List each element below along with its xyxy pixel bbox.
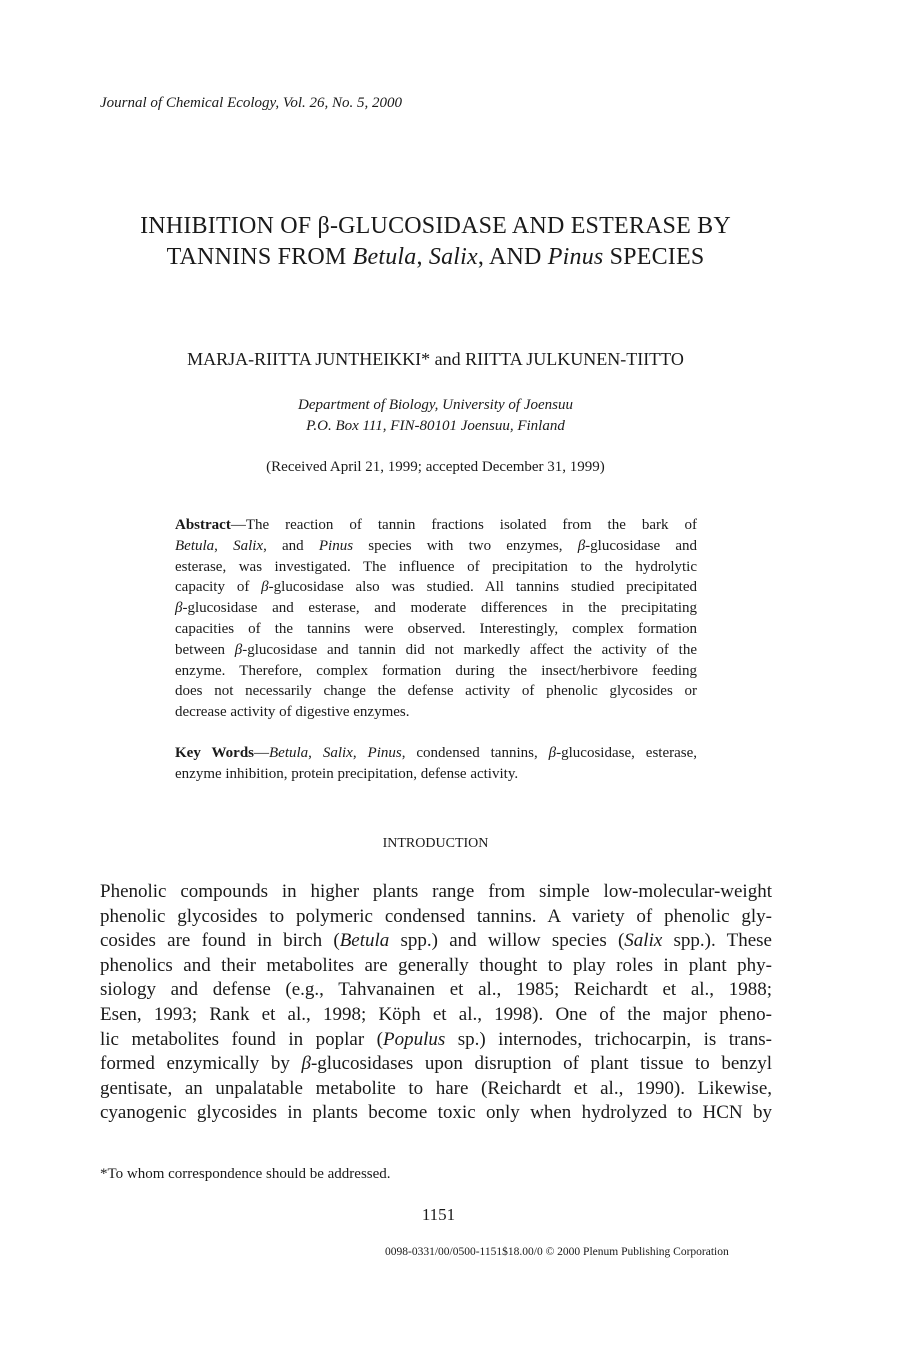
- keywords-line: enzyme inhibition, protein precipitation, defense activity.: [175, 766, 519, 782]
- title-separator: ,: [416, 244, 429, 270]
- body-line: gentisate, an unpalatable metabolite to hare (Reichardt et al., 1990). Likewise,: [100, 1077, 772, 1099]
- abstract-line: decrease activity of digestive enzymes.: [175, 704, 410, 721]
- abstract-line: [175, 515, 697, 536]
- body-line: Phenolic compounds in higher plants range from simple low-molecular-weight: [100, 881, 772, 902]
- author-list: MARJA-RIITTA JUNTHEIKKI* and RIITTA JULKUNEN-TIITTO: [187, 349, 684, 369]
- title-separator: , AND: [477, 244, 548, 270]
- title-genus-pinus: Pinus: [547, 244, 604, 270]
- title-text: SPECIES: [603, 244, 705, 270]
- abstract-line: between β-glucosidase and tannin did not markedly affect the activity of the: [175, 641, 697, 658]
- abstract-line: β-glucosidase and esterase, and moderate differences in the precipitating: [175, 600, 697, 617]
- keywords-text: —Betula, Salix, Pinus, condensed tannins, β-glucosidase, esterase,: [254, 745, 698, 761]
- copyright-line: 0098-0331/00/0500-1151$18.00/0 © 2000 Plenum Publishing Corporation: [385, 1246, 729, 1258]
- affiliation-line-2: P.O. Box 111, FIN-80101 Joensuu, Finland: [306, 418, 565, 434]
- body-line: siology and defense (e.g., Tahvanainen et al., 1985; Reichardt et al., 1988;: [100, 979, 772, 1001]
- article-title-line-2: [0, 244, 871, 271]
- affiliation-line-1: Department of Biology, University of Joensuu: [298, 397, 573, 413]
- journal-citation: Journal of Chemical Ecology, Vol. 26, No. 5, 2000: [100, 95, 403, 111]
- abstract-line: enzyme. Therefore, complex formation during the insect/herbivore feeding: [175, 662, 697, 679]
- abstract-line: does not necessarily change the defense activity of phenolic glycosides or: [175, 683, 697, 700]
- body-line: lic metabolites found in poplar (Populus sp.) internodes, trichocarpin, is trans-: [100, 1028, 772, 1050]
- body-line: phenolics and their metabolites are generally thought to play roles in plant phy-: [100, 954, 772, 976]
- abstract-line: Betula, Salix, and Pinus species with two enzymes, β-glucosidase and: [175, 537, 697, 554]
- body-line: formed enzymically by β-glucosidases upon disruption of plant tissue to benzyl: [100, 1053, 772, 1075]
- title-text: TANNINS FROM: [166, 244, 353, 270]
- abstract-line: capacities of the tannins were observed. Interestingly, complex formation: [175, 621, 697, 637]
- body-line: cosides are found in birch (Betula spp.) and willow species (Salix spp.). These: [100, 930, 772, 952]
- body-line: cyanogenic glycosides in plants become toxic only when hydrolyzed to HCN by: [100, 1102, 772, 1124]
- body-line: phenolic glycosides to polymeric condensed tannins. A variety of phenolic gly-: [100, 905, 772, 927]
- footnote: *To whom correspondence should be addressed.: [100, 1166, 391, 1182]
- page-number: 1151: [421, 1205, 456, 1224]
- title-genus-salix: Salix: [428, 244, 478, 270]
- received-dates: (Received April 21, 1999; accepted December 31, 1999): [266, 459, 605, 475]
- keywords-line: [175, 743, 697, 764]
- body-line: Esen, 1993; Rank et al., 1998; Köph et al., 1998). One of the major pheno-: [100, 1004, 772, 1025]
- abstract-label: Abstract: [175, 517, 231, 533]
- abstract-line: esterase, was investigated. The influence of precipitation to the hydrolytic: [175, 558, 697, 575]
- title-genus-betula: Betula: [352, 244, 417, 270]
- abstract-text: —The reaction of tannin fractions isolated from the bark of: [230, 517, 697, 533]
- section-heading-introduction: INTRODUCTION: [382, 836, 489, 851]
- keywords-label: Key Words: [175, 745, 254, 761]
- article-title-line-1: INHIBITION OF β-GLUCOSIDASE AND ESTERASE BY: [140, 213, 731, 239]
- abstract-line: capacity of β-glucosidase also was studied. All tannins studied precipitated: [175, 579, 697, 596]
